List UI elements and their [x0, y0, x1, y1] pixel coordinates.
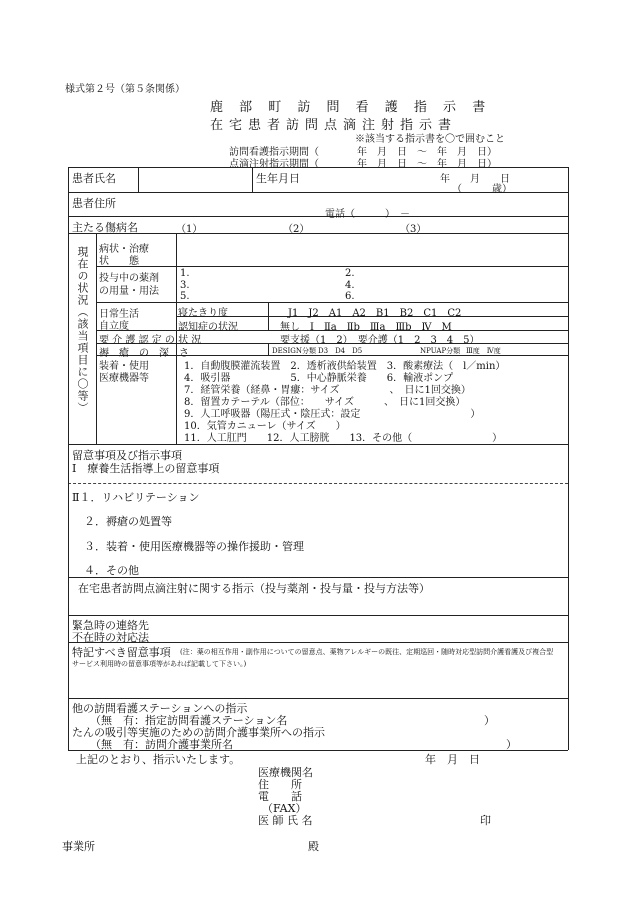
meds-item-6[interactable]: 6.	[345, 291, 355, 302]
home-care-office-name[interactable]: （無 有：訪問介護事業所名	[90, 738, 233, 751]
ulcer-npuap-label: NPUAP分類	[420, 347, 461, 355]
seal-mark: 印	[480, 814, 491, 827]
ulcer-design-options[interactable]: D3 D4 D5	[318, 347, 363, 355]
special-notes-label: 特記すべき留意事項	[72, 646, 171, 659]
special-notes-hint-1: (注：薬の相互作用・副作用についての留意点、薬物アレルギーの既往、定期巡回・随時対応型訪問介護看護及び複合型	[180, 648, 554, 656]
device-label-1: 装着・使用	[99, 361, 149, 372]
meds-label-1: 投与中の薬剤	[99, 273, 159, 284]
device-item[interactable]: 11．人工肛門 12．人工膀胱 13．その他（ ）	[184, 433, 503, 444]
title-drip-injection: 在宅患者訪問点滴注射指示書	[210, 118, 458, 133]
instructions-header: 留意事項及び指示事項	[72, 449, 182, 462]
institution-address-label: 住 所	[258, 778, 302, 791]
form-number: 様式第２号（第５条関係）	[65, 84, 185, 95]
symptom-label-1: 病状・治療	[99, 244, 149, 255]
meds-item-5[interactable]: 5.	[180, 291, 190, 302]
home-care-office-close: ）	[506, 738, 517, 751]
meds-label-2: の用量・用法	[99, 286, 159, 297]
dementia-options[interactable]: 無し Ⅰ Ⅱa Ⅱb Ⅲa Ⅲb Ⅳ M	[280, 322, 452, 333]
disease-item-1[interactable]: （1）	[176, 224, 203, 235]
meds-item-3[interactable]: 3.	[180, 280, 190, 291]
drip-period-value: 年 月 日 ～ 年 月 日）	[357, 159, 497, 170]
ulcer-design-label: DESIGN分類	[272, 347, 316, 355]
device-item[interactable]: 7．経管栄養（経鼻・胃瘻：サイズ 、 日に1回交換）	[184, 385, 471, 396]
office-label: 事業所	[62, 840, 95, 853]
visit-period-label: 訪問看護指示期間（	[229, 147, 319, 158]
bedridden-label: 寝たきり度	[178, 308, 228, 319]
patient-address-label: 患者住所	[72, 197, 116, 210]
issue-date[interactable]: 年 月 日	[425, 753, 480, 766]
device-item[interactable]: 1．自動腹膜灌流装置 2．透析液供給装置 3．酸素療法（ l／min）	[184, 361, 506, 372]
care-level-options[interactable]: 要支援（1 2） 要介護（1 2 3 4 5）	[280, 335, 480, 346]
disease-item-2[interactable]: （2）	[283, 224, 310, 235]
patient-phone-value[interactable]: 電話（ ） －	[325, 209, 410, 220]
instruction-device-support: ３．装着・使用医療機器等の操作援助・管理	[84, 540, 304, 553]
suction-care-label: たんの吸引等実施のための訪問介護事業所への指示	[72, 726, 325, 739]
device-item[interactable]: 8．留置カテーテル（部位： サイズ 、 日に1回交換）	[184, 397, 466, 408]
ulcer-npuap-options[interactable]: Ⅲ度 Ⅳ度	[466, 347, 501, 355]
special-notes-hint-2: サービス利用時の留意事項等があれば記載して下さい。)	[72, 660, 247, 668]
adl-label-2: 自立度	[99, 321, 129, 332]
device-item[interactable]: 4．吸引器 5．中心静脈栄養 6．輸液ポンプ	[184, 373, 454, 384]
dementia-label: 認知症の状況	[178, 322, 238, 333]
meds-item-1[interactable]: 1.	[180, 268, 190, 279]
drip-period-label: 点滴注射指示期間（	[229, 159, 319, 170]
symptom-label-2: 状 態	[99, 256, 139, 267]
absence-response-label: 不在時の対応法	[72, 631, 149, 644]
disease-item-3[interactable]: （3）	[400, 224, 427, 235]
device-item[interactable]: 10．気管カニューレ（サイズ ）	[184, 421, 346, 432]
bedridden-options[interactable]: J1 J2 A1 A2 B1 B2 C1 C2	[288, 308, 462, 319]
circle-note: ※該当する指示書を〇で囲むこと	[355, 134, 505, 145]
emergency-contact-label: 緊急時の連絡先	[72, 619, 149, 632]
dob-value[interactable]: 年 月 日	[440, 174, 510, 185]
title-visit-nursing: 鹿 部 町 訪 問 看 護 指 示 書	[210, 100, 492, 115]
care-level-label: 要 介 護 認 定 の 状 況	[99, 335, 202, 346]
other-station-name[interactable]: （無 有：指定訪問看護ステーション名	[90, 714, 288, 727]
honorific: 殿	[308, 840, 319, 853]
instruction-rehab: Ⅱ１．リハビリテーション	[72, 491, 200, 504]
age-value[interactable]: （ 歳）	[452, 184, 512, 195]
ulcer-depth-label: 褥 瘡 の 深 さ	[99, 348, 189, 359]
dob-label: 生年月日	[256, 172, 300, 185]
doctor-name-label: 医 師 氏 名	[258, 814, 313, 827]
disease-label: 主たる傷病名	[72, 221, 138, 234]
patient-name-field[interactable]	[142, 172, 248, 188]
other-station-label: 他の訪問看護ステーションへの指示	[72, 702, 248, 715]
visit-period-value: 年 月 日 ～ 年 月 日）	[357, 147, 497, 158]
instruction-item-1: Ⅰ 療養生活指導上の留意事項	[72, 462, 220, 475]
patient-name-label: 患者氏名	[72, 172, 116, 185]
drip-instruction-label: 在宅患者訪問点滴注射に関する指示（投与薬剤・投与量・投与方法等）	[78, 582, 430, 595]
institution-phone-label: 電 話	[258, 790, 302, 803]
current-status-side-label: 現在の状況（該当項目に〇等）	[76, 246, 89, 414]
other-station-close: ）	[484, 714, 495, 727]
statement: 上記のとおり、指示いたします。	[76, 753, 241, 766]
adl-label-1: 日常生活	[99, 309, 139, 320]
meds-item-4[interactable]: 4.	[345, 280, 355, 291]
instruction-ulcer-care: ２．褥瘡の処置等	[84, 515, 172, 528]
device-item[interactable]: 9．人工呼吸器（陽圧式・陰圧式：設定 ）	[184, 409, 481, 420]
institution-fax-label: （FAX）	[262, 802, 307, 815]
device-label-2: 医療機器等	[99, 373, 149, 384]
instruction-other: ４．その他	[84, 564, 139, 577]
meds-item-2[interactable]: 2.	[345, 268, 355, 279]
institution-label: 医療機関名	[258, 766, 313, 779]
